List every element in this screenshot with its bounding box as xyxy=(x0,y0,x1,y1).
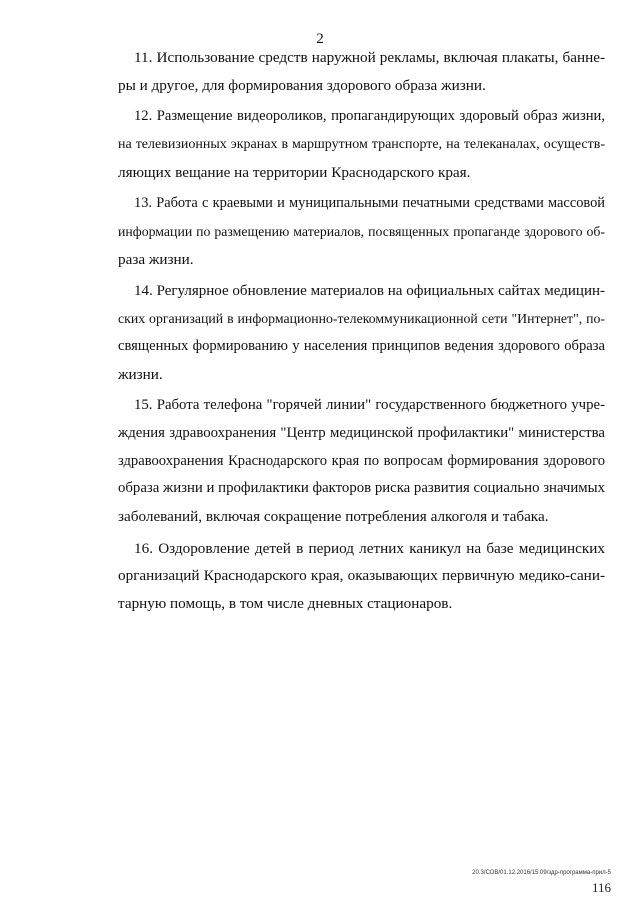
document-body xyxy=(118,44,605,618)
text-line: ских организаций в информационно-телекоммуникационной сети "Интернет", по- xyxy=(118,311,605,327)
text-line: 11. Использование средств наружной рекламы, включая плакаты, банне- xyxy=(134,49,605,66)
text-line: 14. Регулярное обновление материалов на официальных сайтах медицин- xyxy=(134,282,605,299)
text-line: 15. Работа телефона "горячей линии" государственного бюджетного учре- xyxy=(134,397,605,414)
paragraph-15 xyxy=(118,392,605,530)
text-line: ры и другое, для формирования здорового образа жизни. xyxy=(118,76,486,94)
document-code: 20.3/СОВ/01.12.2016/15:09/здр-программа-прил-5 xyxy=(472,870,611,876)
text-line: священных формированию у населения принципов ведения здорового образа xyxy=(118,337,605,354)
paragraph-11 xyxy=(118,44,605,99)
text-line: ляющих вещание на территории Краснодарского края. xyxy=(118,163,471,181)
paragraph-16 xyxy=(118,535,605,618)
paragraph-13 xyxy=(118,190,605,273)
text-line: ждения здравоохранения "Центр медицинской профилактики" министерства xyxy=(118,424,605,441)
text-line: организаций Краснодарского края, оказывающих первичную медико-сани- xyxy=(118,567,605,585)
text-line: 16. Оздоровление детей в период летних каникул на базе медицинских xyxy=(134,539,605,557)
paragraph-12 xyxy=(118,103,605,186)
text-line: здравоохранения Краснодарского края по вопросам формирования здорового xyxy=(118,452,605,469)
text-line: жизни. xyxy=(118,365,163,383)
paragraph-14 xyxy=(118,278,605,389)
page-number: 2 xyxy=(316,31,324,47)
sheet-number: 116 xyxy=(591,880,611,895)
text-line: тарную помощь, в том числе дневных стационаров. xyxy=(118,595,453,613)
text-line: 13. Работа с краевыми и муниципальными печатными средствами массовой xyxy=(134,195,605,212)
text-line: образа жизни и профилактики факторов риска развития социально значимых xyxy=(118,480,605,497)
text-line: информации по размещению материалов, посвященных пропаганде здорового об- xyxy=(118,224,605,240)
text-line: на телевизионных экранах в маршрутном транспорте, на телеканалах, осуществ- xyxy=(118,137,605,153)
text-line: заболеваний, включая сокращение потребления алкоголя и табака. xyxy=(118,508,549,525)
text-line: 12. Размещение видеороликов, пропагандирующих здоровый образ жизни, xyxy=(134,108,605,125)
text-line: раза жизни. xyxy=(118,250,194,268)
